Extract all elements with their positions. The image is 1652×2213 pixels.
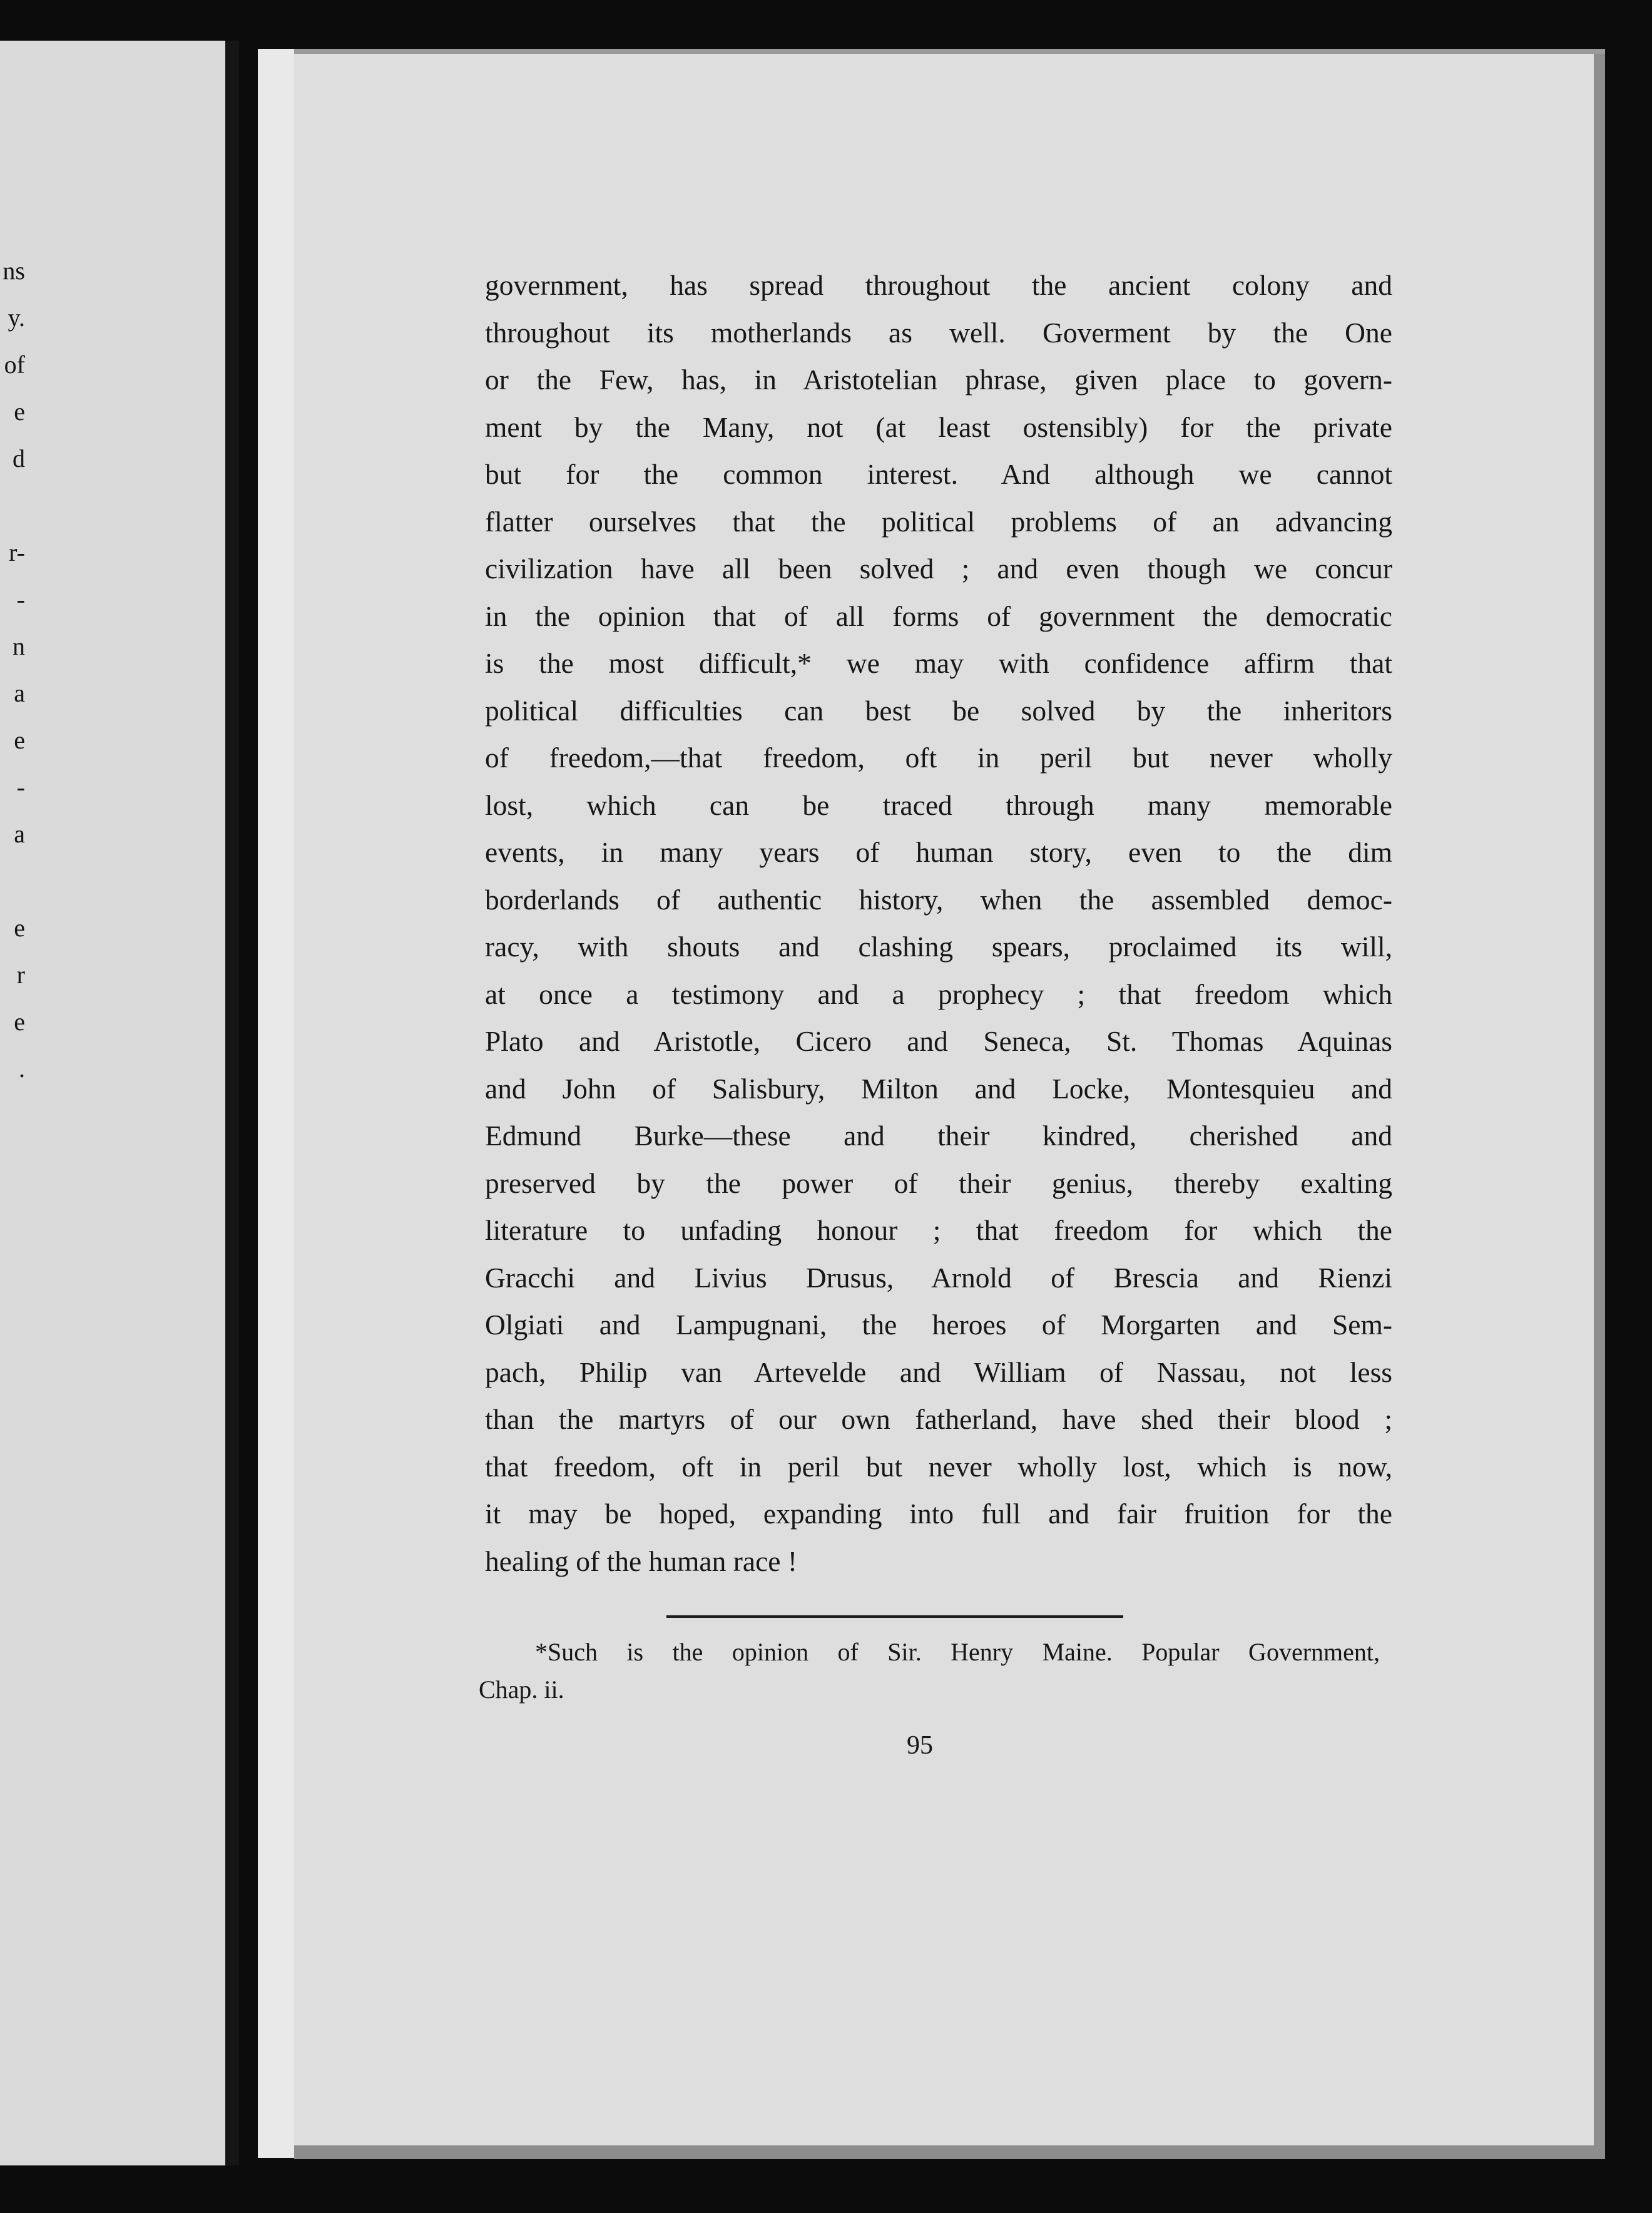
previous-page-fragment	[0, 482, 25, 529]
body-line: Plato and Aristotle, Cicero and Seneca, St. Thomas Aquinas	[485, 1025, 1392, 1057]
footnote-rule	[666, 1615, 1123, 1618]
body-line: preserved by the power of their genius, thereby exalting	[485, 1167, 1392, 1199]
footnote-line: Chap. ii.	[479, 1675, 564, 1704]
body-line: in the opinion that of all forms of government the democratic	[485, 600, 1392, 632]
body-line: or the Few, has, in Aristotelian phrase, given place to govern-	[485, 364, 1392, 396]
previous-page-fragment	[0, 857, 25, 904]
body-line: civilization have all been solved ; and even though we concur	[485, 553, 1392, 585]
body-line: Gracchi and Livius Drusus, Arnold of Brescia and Rienzi	[485, 1261, 1392, 1294]
previous-page-fragments	[0, 247, 25, 1092]
body-line: pach, Philip van Artevelde and William of Nassau, not less	[485, 1356, 1392, 1388]
previous-page-fragment: a	[14, 679, 25, 707]
body-line: lost, which can be traced through many memorable	[485, 789, 1392, 821]
previous-page-fragment: e	[14, 726, 25, 754]
body-line: flatter ourselves that the political problems of an advancing	[485, 505, 1392, 538]
previous-page-fragment: ns	[3, 257, 25, 285]
body-line: that freedom, oft in peril but never wholly lost, which is now,	[485, 1450, 1392, 1483]
binding-edge	[225, 41, 239, 2165]
previous-page-fragment: r	[16, 961, 25, 989]
previous-page-fragment: d	[13, 444, 25, 473]
previous-page-fragment: -	[16, 585, 25, 613]
previous-page-fragment: n	[13, 632, 25, 660]
body-line: ment by the Many, not (at least ostensibly) for the private	[485, 411, 1392, 443]
page-top-shadow	[294, 49, 1605, 54]
body-line: throughout its motherlands as well. Goverment by the One	[485, 316, 1392, 349]
page-gutter	[258, 49, 295, 2158]
previous-page-fragment: -	[16, 773, 25, 801]
previous-page-strip	[0, 41, 225, 2165]
body-line: borderlands of authentic history, when the assembled democ-	[485, 883, 1392, 916]
body-line: at once a testimony and a prophecy ; that freedom which	[485, 978, 1392, 1010]
body-line: racy, with shouts and clashing spears, proclaimed its will,	[485, 931, 1392, 963]
body-line: of freedom,—that freedom, oft in peril but never wholly	[485, 742, 1392, 774]
body-line: political difficulties can best be solved by the inheritors	[485, 694, 1392, 727]
body-line: Olgiati and Lampugnani, the heroes of Morgarten and Sem-	[485, 1309, 1392, 1341]
body-line: literature to unfading honour ; that freedom for which the	[485, 1214, 1392, 1246]
body-line: is the most difficult,* we may with confidence affirm that	[485, 647, 1392, 679]
body-paragraph	[485, 262, 1392, 1585]
previous-page-fragment: of	[4, 350, 25, 379]
body-line: it may be hoped, expanding into full and fair fruition for the	[485, 1498, 1392, 1530]
previous-page-fragment: r-	[9, 538, 25, 566]
page-number: 95	[907, 1731, 933, 1760]
previous-page-fragment: y.	[8, 304, 25, 332]
previous-page-fragment: e	[14, 1008, 25, 1036]
body-line: than the martyrs of our own fatherland, have shed their blood ;	[485, 1403, 1392, 1435]
body-line: Edmund Burke—these and their kindred, cherished and	[485, 1120, 1392, 1152]
previous-page-fragment: .	[19, 1055, 25, 1083]
body-line: government, has spread throughout the ancient colony and	[485, 269, 1392, 301]
body-line: healing of the human race !	[485, 1545, 798, 1577]
body-line: and John of Salisbury, Milton and Locke, Montesquieu and	[485, 1072, 1392, 1105]
footnote-line: *Such is the opinion of Sir. Henry Maine. Popular Government,	[535, 1638, 1380, 1666]
body-line: but for the common interest. And although we cannot	[485, 458, 1392, 490]
previous-page-fragment: e	[14, 397, 25, 426]
body-line: events, in many years of human story, even to the dim	[485, 836, 1392, 868]
footnote	[479, 1633, 1380, 1709]
previous-page-fragment: a	[14, 820, 25, 848]
previous-page-fragment: e	[14, 914, 25, 942]
